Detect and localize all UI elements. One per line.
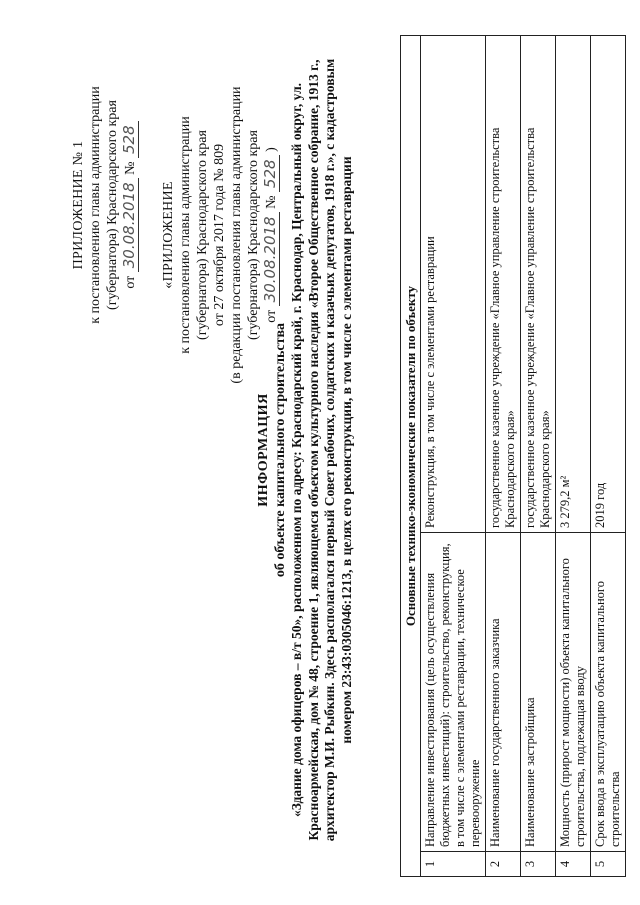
handwritten-number: 528 <box>120 121 139 158</box>
appendix2-line: к постановлению главы администрации <box>178 116 193 354</box>
row-number: 3 <box>521 852 556 877</box>
appendix2-line: от 27 октября 2017 года № 809 <box>212 143 227 327</box>
indicators-table <box>400 35 626 877</box>
appendix2-line: (губернатора) Краснодарского края <box>195 130 210 340</box>
appendix-header <box>70 25 139 385</box>
row-number: 4 <box>556 852 591 877</box>
table-row <box>556 36 591 877</box>
row-label: Наименование государственного заказчика <box>486 533 521 852</box>
row-label: Направление инвестирования (цель осуществления бюджетных инвестиций): строительство, реконструкция, в том числе с элементами реставрации, техническое перевооружение <box>421 533 486 852</box>
table-row <box>521 36 556 877</box>
table-row <box>591 36 626 877</box>
row-number: 1 <box>421 852 486 877</box>
appendix-date-line: от 30.08.2018 № 528 <box>121 25 139 385</box>
table-header-row <box>401 36 421 877</box>
row-value: Реконструкция, в том числе с элементами реставрации <box>421 36 486 533</box>
info-title: ИНФОРМАЦИЯ <box>256 393 271 507</box>
row-label: Срок ввода в эксплуатацию объекта капитального строительства <box>591 533 626 852</box>
table-row <box>421 36 486 877</box>
row-label: Мощность (прирост мощности) объекта капитального строительства, подлежащая вводу <box>556 533 591 852</box>
row-value: государственное казенное учреждение «Главное управление строительства Краснодарского края» <box>486 36 521 533</box>
row-value: 3 279,2 м² <box>556 36 591 533</box>
handwritten-number: 528 <box>261 155 280 192</box>
appendix2-title: «ПРИЛОЖЕНИЕ <box>161 181 176 289</box>
row-label: Наименование застройщика <box>521 533 556 852</box>
appendix-line: (губернатора) Краснодарского края <box>105 100 120 310</box>
appendix2-line: (в редакции постановления главы администрации <box>229 86 244 384</box>
appendix-line: к постановлению главы администрации <box>88 86 103 324</box>
appendix2-line: (губернатора) Краснодарского края <box>246 130 261 340</box>
row-value: 2019 год <box>591 36 626 533</box>
handwritten-date: 30.08.2018 <box>261 212 280 306</box>
handwritten-date: 30.08.2018 <box>120 178 139 272</box>
row-value: государственное казенное учреждение «Главное управление строительства Краснодарского края» <box>521 36 556 533</box>
appendix2-date-line: от 30.08.2018 № 528 ) <box>261 147 279 323</box>
info-subtitle: об объекте капитального строительства <box>273 322 288 578</box>
row-number: 2 <box>486 852 521 877</box>
table-row <box>486 36 521 877</box>
appendix-title: ПРИЛОЖЕНИЕ № 1 <box>71 140 86 270</box>
info-block <box>255 50 355 850</box>
row-number: 5 <box>591 852 626 877</box>
info-description: «Здание дома офицеров – в/т 50», расположенном по адресу: Краснодарский край, г. Краснодар, Центральный округ, ул. Красноармейская, дом № 48, строение 1, являющемся объектом культурного наследия «Второе Общественное собрание, 1913 г., архитектор М.И. Рыбкин. Здесь располагался первый Совет рабочих, солдатских и казачьих депутатов, 1918 г.», с кадастровым номером 23:43:0305046:1213, в целях его реконструкции, в том числе с элементами реставрации <box>289 58 354 842</box>
section-header: Основные технико-экономические показатели по объекту <box>401 36 421 877</box>
